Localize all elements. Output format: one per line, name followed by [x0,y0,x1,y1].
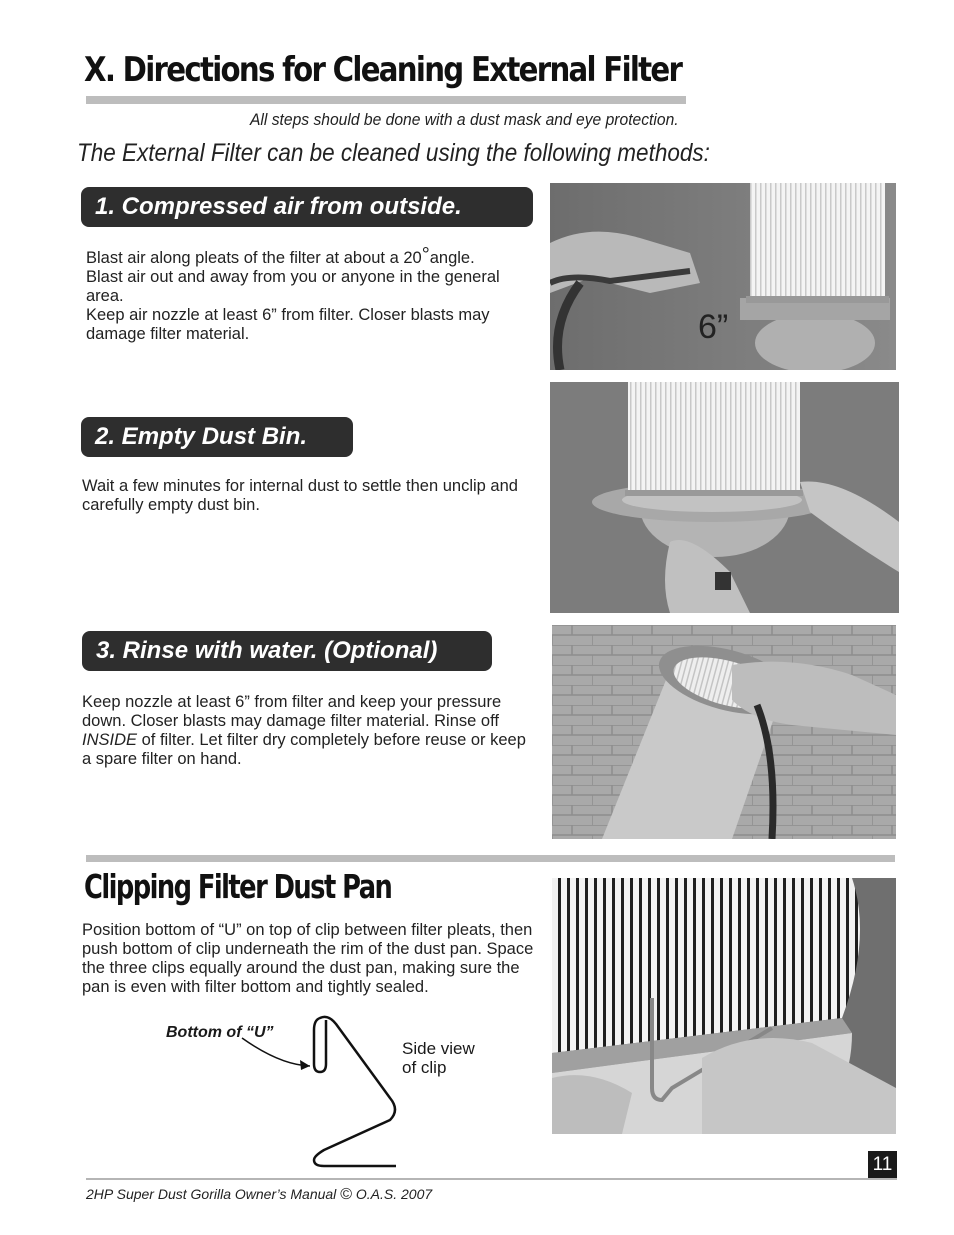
step-2-text: Wait a few minutes for internal dust to settle then unclip and carefully empty dust bin. [82,477,518,514]
photo-compressed-air [550,183,896,370]
footer-manual-title: 2HP Super Dust Gorilla Owner’s Manual [86,1186,337,1202]
photo-empty-dust-bin [550,382,899,613]
safety-note: All steps should be done with a dust mask and eye protection. [250,110,679,129]
clip-side-view-diagram [230,1010,410,1170]
bottom-of-u-label: Bottom of “U” [166,1024,274,1041]
step-1-line-3: Keep air nozzle at least 6” from filter. Closer blasts may damage filter material. [86,306,490,343]
footer-copyright: O.A.S. 2007 [355,1186,433,1202]
section-divider [86,855,895,862]
side-view-label [402,1039,475,1077]
clipping-title: Clipping Filter Dust Pan [84,867,392,906]
copyright-symbol: © [340,1186,352,1203]
step-1-line-1: Blast air along pleats of the filter at about a 20 [86,249,422,267]
arrow-head [300,1060,310,1070]
step-1-heading: 1. Compressed air from outside. [81,187,533,227]
step-1-line-1b: angle. [429,249,475,267]
distance-label: 6” [698,308,729,346]
clip-outline [314,1017,396,1166]
step-3-text-a: Keep nozzle at least 6” from filter and keep your pressure down. Closer blasts may damage filter material. Rinse off [82,693,502,730]
page-number: 11 [868,1151,897,1178]
photo-rinse-with-water [552,625,896,839]
intro-text: The External Filter can be cleaned using the following methods: [77,139,710,167]
photo-clipping-dust-pan [552,878,896,1134]
step-1-line-2: Blast air out and away from you or anyone in the general area. [86,268,500,305]
step-1-text [86,244,538,344]
step-3-emphasis: INSIDE [82,731,138,749]
pointer-arrow [242,1038,310,1066]
step-2-heading: 2. Empty Dust Bin. [81,417,353,457]
title-underline [86,96,686,104]
footer-divider [86,1178,897,1180]
side-view-line-1: Side view [402,1039,475,1058]
step-3-text [82,693,537,769]
step-3-heading: 3. Rinse with water. (Optional) [82,631,492,671]
side-view-line-2: of clip [402,1058,447,1077]
page-title: X. Directions for Cleaning External Filter [84,50,682,90]
degree-symbol: ° [421,244,430,266]
footer-text [86,1186,432,1204]
step-3-text-b: of filter. Let filter dry completely before reuse or keep a spare filter on hand. [82,731,526,768]
clipping-text: Position bottom of “U” on top of clip between filter pleats, then push bottom of clip underneath the rim of the dust pan. Space the three clips equally around the dust pan, making sure the pan is even with filter bottom and tightly sealed. [82,921,534,996]
